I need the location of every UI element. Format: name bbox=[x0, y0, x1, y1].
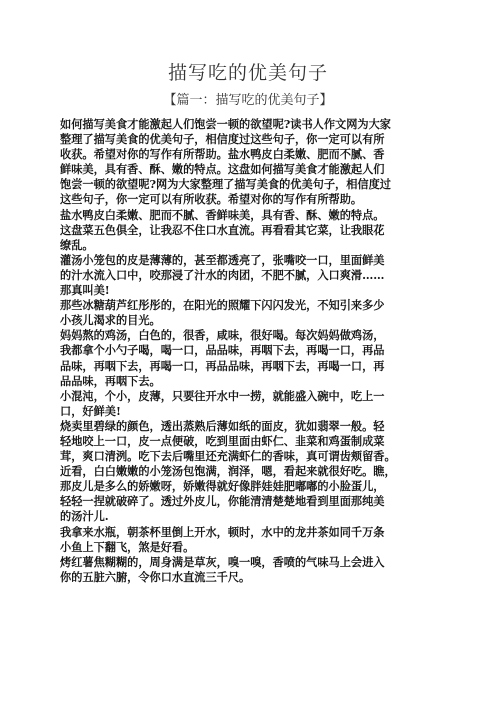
body-line: 我拿来水瓶，朝茶杯里倒上开水，顿时，水中的龙井茶如同千万条 bbox=[60, 524, 385, 539]
body-line: 我都拿个小勺子喝，喝一口，品品味，再咽下去，再喝一口，再品 bbox=[60, 343, 385, 358]
body-line: 轻地咬上一口，皮一点便破，吃到里面由虾仁、韭菜和鸡蛋制成菜 bbox=[60, 433, 385, 448]
body-line: 近看，白白嫩嫩的小笼汤包饱满，润泽，嗯，看起来就很好吃。瞧， bbox=[60, 464, 396, 479]
body-line: 整理了描写美食的优美句子，相信度过这些句子，你一定可以有所 bbox=[60, 132, 385, 147]
body-line: 品味，再咽下去，再喝一口，再品品味，再咽下去，再喝一口，再 bbox=[60, 358, 385, 373]
body-line: 小孩儿渴求的目光。 bbox=[60, 313, 161, 328]
body-line: 妈妈熬的鸡汤，白色的，很香，咸味，很好喝。每次妈妈做鸡汤， bbox=[60, 328, 385, 343]
body-line: 如何描写美食才能激起人们饱尝一顿的欲望呢?读书人作文网为大家 bbox=[60, 117, 391, 131]
body-line: 那真叫美! bbox=[60, 283, 110, 298]
body-line: 那些冰糖葫芦红彤彤的，在阳光的照耀下闪闪发光，不知引来多少 bbox=[60, 298, 385, 313]
body-line: 品品味，再咽下去。 bbox=[60, 373, 161, 388]
body-line: 茸，爽口清洌。吃下去后嘴里还充满虾仁的香味，真可谓齿颊留香。 bbox=[60, 449, 396, 464]
body-line: 轻轻一捏就破碎了。透过外皮儿，你能清清楚楚地看到里面那纯美 bbox=[60, 494, 385, 509]
body-line: 烧卖里碧绿的颜色，透出蒸熟后薄如纸的面皮，犹如翡翠一般。轻 bbox=[60, 418, 385, 433]
body-line: 缭乱。 bbox=[60, 237, 94, 252]
body-line: 小混沌，个小，皮薄，只要往开水中一捞，就能盛入碗中，吃上一 bbox=[60, 388, 385, 403]
body-line: 灌汤小笼包的皮是薄薄的，甚至都透亮了，张嘴咬一口，里面鲜美 bbox=[60, 252, 385, 267]
document-title: 描写吃的优美句子 bbox=[167, 62, 328, 84]
body-line: 这盘菜五色俱全，让我忍不住口水直流。再看看其它菜，让我眼花 bbox=[60, 222, 385, 237]
document-subtitle: 【篇一：描写吃的优美句子】 bbox=[163, 93, 333, 108]
body-line: 鲜味美，具有香、酥、嫩的特点。这盘如何描写美食才能激起人们 bbox=[60, 162, 385, 177]
document-body bbox=[60, 117, 440, 585]
body-line: 口，好鲜美! bbox=[60, 403, 121, 418]
body-line: 你的五脏六腑，令你口水直流三千尺。 bbox=[60, 569, 251, 584]
body-line: 的汁水流入口中，咬那浸了汁水的肉团，不肥不腻，入口爽滑…… bbox=[60, 267, 385, 282]
body-line: 烤红薯焦糊糊的，周身满是草灰，嗅一嗅，香喷的气味马上会进入 bbox=[60, 554, 385, 569]
body-line: 盐水鸭皮白柔嫩、肥而不腻、香鲜味美，具有香、酥、嫩的特点。 bbox=[60, 207, 385, 222]
body-line: 那皮儿是多么的娇嫩呀，娇嫩得就好像胖娃娃肥嘟嘟的小脸蛋儿， bbox=[60, 479, 385, 494]
body-line: 小鱼上下翻飞，煞是好看。 bbox=[60, 539, 195, 554]
body-line: 的汤汁儿. bbox=[60, 509, 109, 524]
body-line: 这些句子，你一定可以有所收获。希望对你的写作有所帮助。 bbox=[60, 192, 363, 207]
body-line: 收获。希望对你的写作有所帮助。盐水鸭皮白柔嫩、肥而不腻、香 bbox=[60, 147, 385, 162]
body-line: 饱尝一顿的欲望呢?网为大家整理了描写美食的优美句子，相信度过 bbox=[60, 177, 391, 192]
